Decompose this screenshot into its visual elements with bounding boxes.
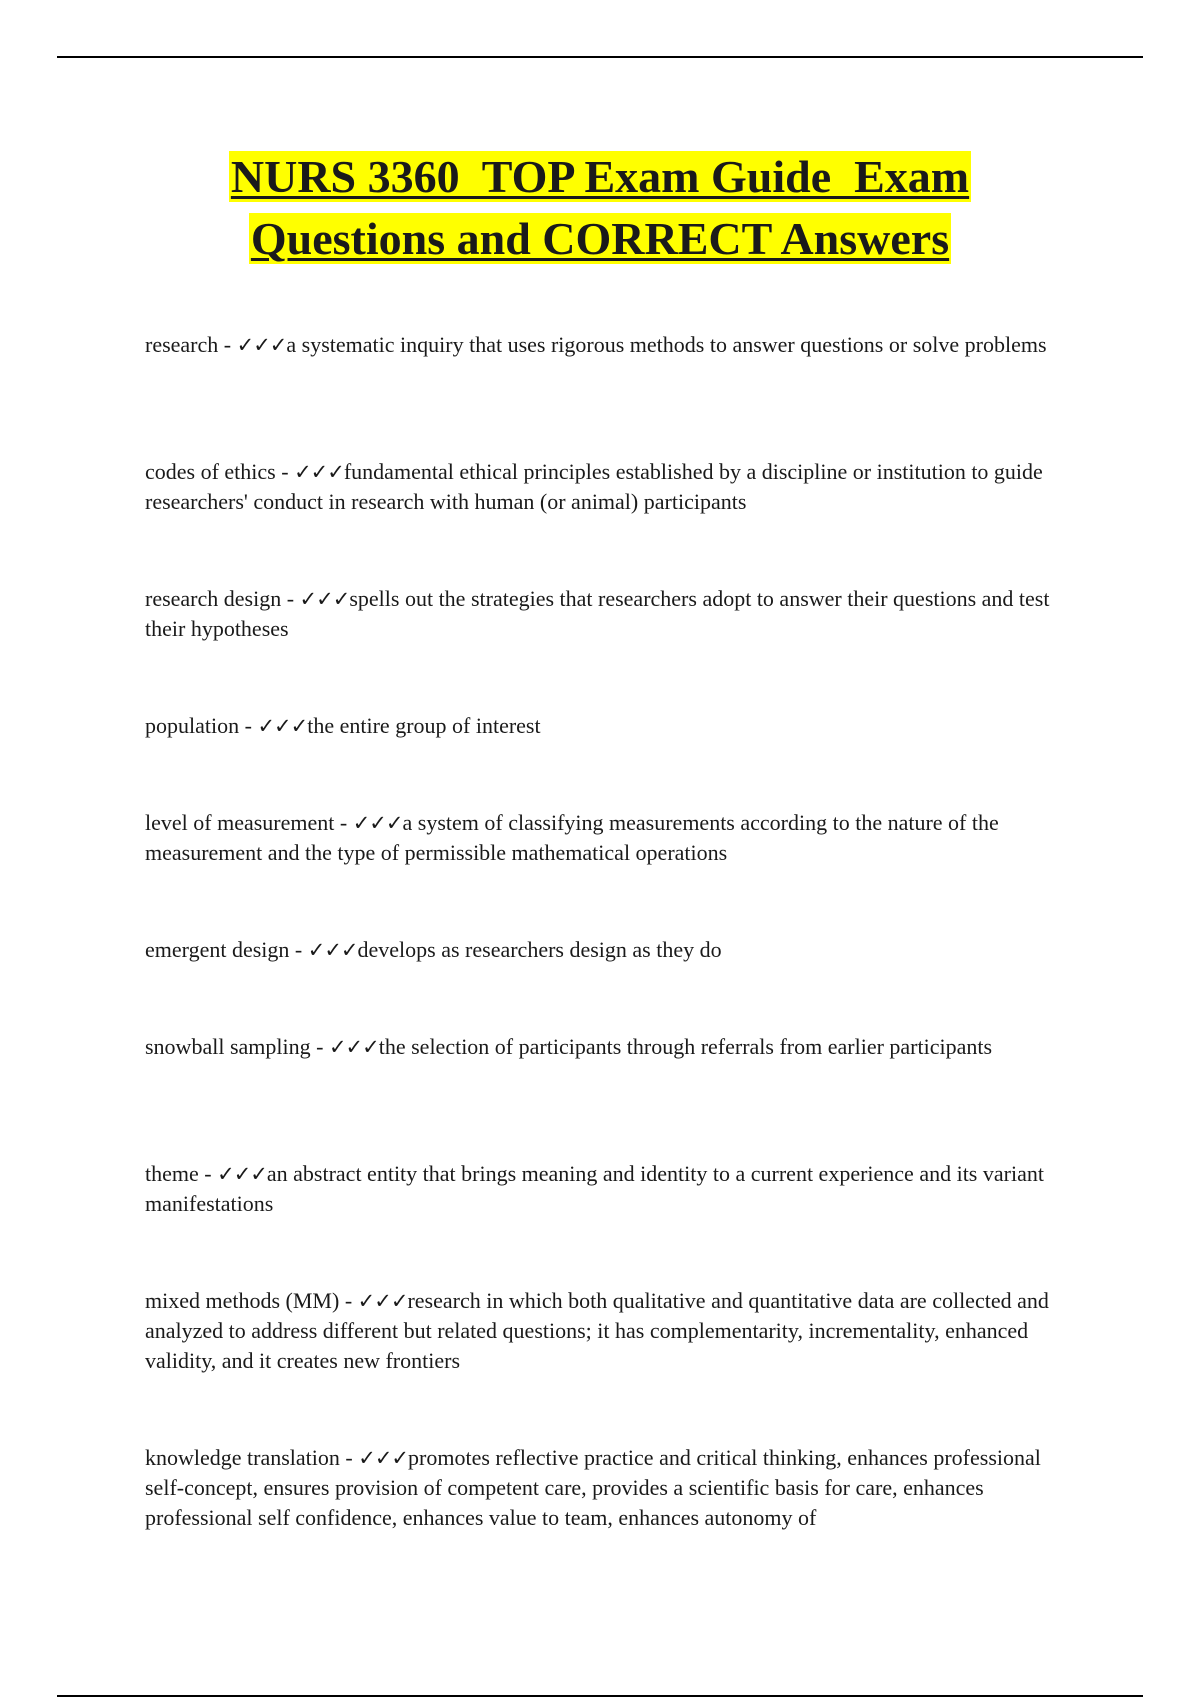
qa-entry: population - ✓✓✓the entire group of interest	[145, 713, 541, 738]
check-mark-icon: ✓✓✓	[257, 714, 308, 738]
qa-entry: level of measurement - ✓✓✓a system of classifying measurements according to the nature of the measurement and the type of permissible mathematical operations	[145, 810, 999, 865]
qa-entry: knowledge translation - ✓✓✓promotes reflective practice and critical thinking, enhances professional self-concept, ensures provision of competent care, provides a scientific basis for care, enhances professional self confidence, enhances value to team, enhances autonomy of	[145, 1445, 1041, 1530]
entry-term: theme	[145, 1161, 199, 1186]
entry-definition: research in which both qualitative and quantitative data are collected and analyzed to address different but related questions; it has complementarity, incrementality, enhanced validity, and it creates new frontiers	[145, 1288, 1049, 1373]
title-line-2: Questions and CORRECT Answers	[250, 213, 950, 264]
entry-term: level of measurement	[145, 810, 335, 835]
entry-term: research design	[145, 586, 282, 611]
check-mark-icon: ✓✓✓	[299, 587, 350, 611]
entry-definition: a systematic inquiry that uses rigorous methods to answer questions or solve problems	[286, 332, 1047, 357]
entry-term: research	[145, 332, 219, 357]
qa-entry: snowball sampling - ✓✓✓the selection of participants through referrals from earlier participants	[145, 1034, 993, 1059]
top-rule	[57, 56, 1143, 58]
qa-entry: theme - ✓✓✓an abstract entity that brings meaning and identity to a current experience and its variant manifestations	[145, 1161, 1044, 1216]
entry-term: snowball sampling	[145, 1034, 311, 1059]
check-mark-icon: ✓✓✓	[357, 1289, 408, 1313]
document-title	[0, 146, 1200, 270]
entry-definition: spells out the strategies that researchers adopt to answer their questions and test their hypotheses	[145, 586, 1050, 641]
entry-term: population	[145, 713, 240, 738]
qa-entry: research design - ✓✓✓spells out the strategies that researchers adopt to answer their questions and test their hypotheses	[145, 586, 1050, 641]
title-line-1: NURS 3360 TOP Exam Guide Exam	[230, 151, 970, 202]
entry-definition: an abstract entity that brings meaning and identity to a current experience and its variant manifestations	[145, 1161, 1044, 1216]
bottom-rule	[57, 1695, 1143, 1697]
check-mark-icon: ✓✓✓	[352, 811, 403, 835]
check-mark-icon: ✓✓✓	[358, 1446, 409, 1470]
check-mark-icon: ✓✓✓	[217, 1162, 267, 1186]
entry-term: emergent design	[145, 937, 290, 962]
qa-entry: research - ✓✓✓a systematic inquiry that uses rigorous methods to answer questions or solve problems	[145, 332, 1047, 357]
entry-definition: the selection of participants through referrals from earlier participants	[378, 1034, 993, 1059]
entry-term: codes of ethics	[145, 459, 276, 484]
entry-term: knowledge translation	[145, 1445, 340, 1470]
entry-definition: promotes reflective practice and critical thinking, enhances professional self-concept, ensures provision of competent care, provides a scientific basis for care, enhances professional self confidence, enhances value to team, enhances autonomy of	[145, 1445, 1041, 1530]
entry-term: mixed methods (MM)	[145, 1288, 340, 1313]
entry-definition: develops as researchers design as they do	[357, 937, 722, 962]
qa-entries	[145, 330, 1065, 1533]
check-mark-icon: ✓✓✓	[294, 460, 344, 484]
qa-entry: emergent design - ✓✓✓develops as researchers design as they do	[145, 937, 722, 962]
check-mark-icon: ✓✓✓	[236, 333, 287, 357]
check-mark-icon: ✓✓✓	[328, 1035, 379, 1059]
qa-entry: codes of ethics - ✓✓✓fundamental ethical principles established by a discipline or institution to guide researchers' conduct in research with human (or animal) participants	[145, 459, 1043, 514]
entry-definition: the entire group of interest	[307, 713, 541, 738]
entry-definition: fundamental ethical principles established by a discipline or institution to guide researchers' conduct in research with human (or animal) participants	[145, 459, 1043, 514]
entry-definition: a system of classifying measurements according to the nature of the measurement and the type of permissible mathematical operations	[145, 810, 999, 865]
check-mark-icon: ✓✓✓	[307, 938, 358, 962]
qa-entry: mixed methods (MM) - ✓✓✓research in which both qualitative and quantitative data are collected and analyzed to address different but related questions; it has complementarity, incrementality, enhanced validity, and it creates new frontiers	[145, 1288, 1049, 1373]
